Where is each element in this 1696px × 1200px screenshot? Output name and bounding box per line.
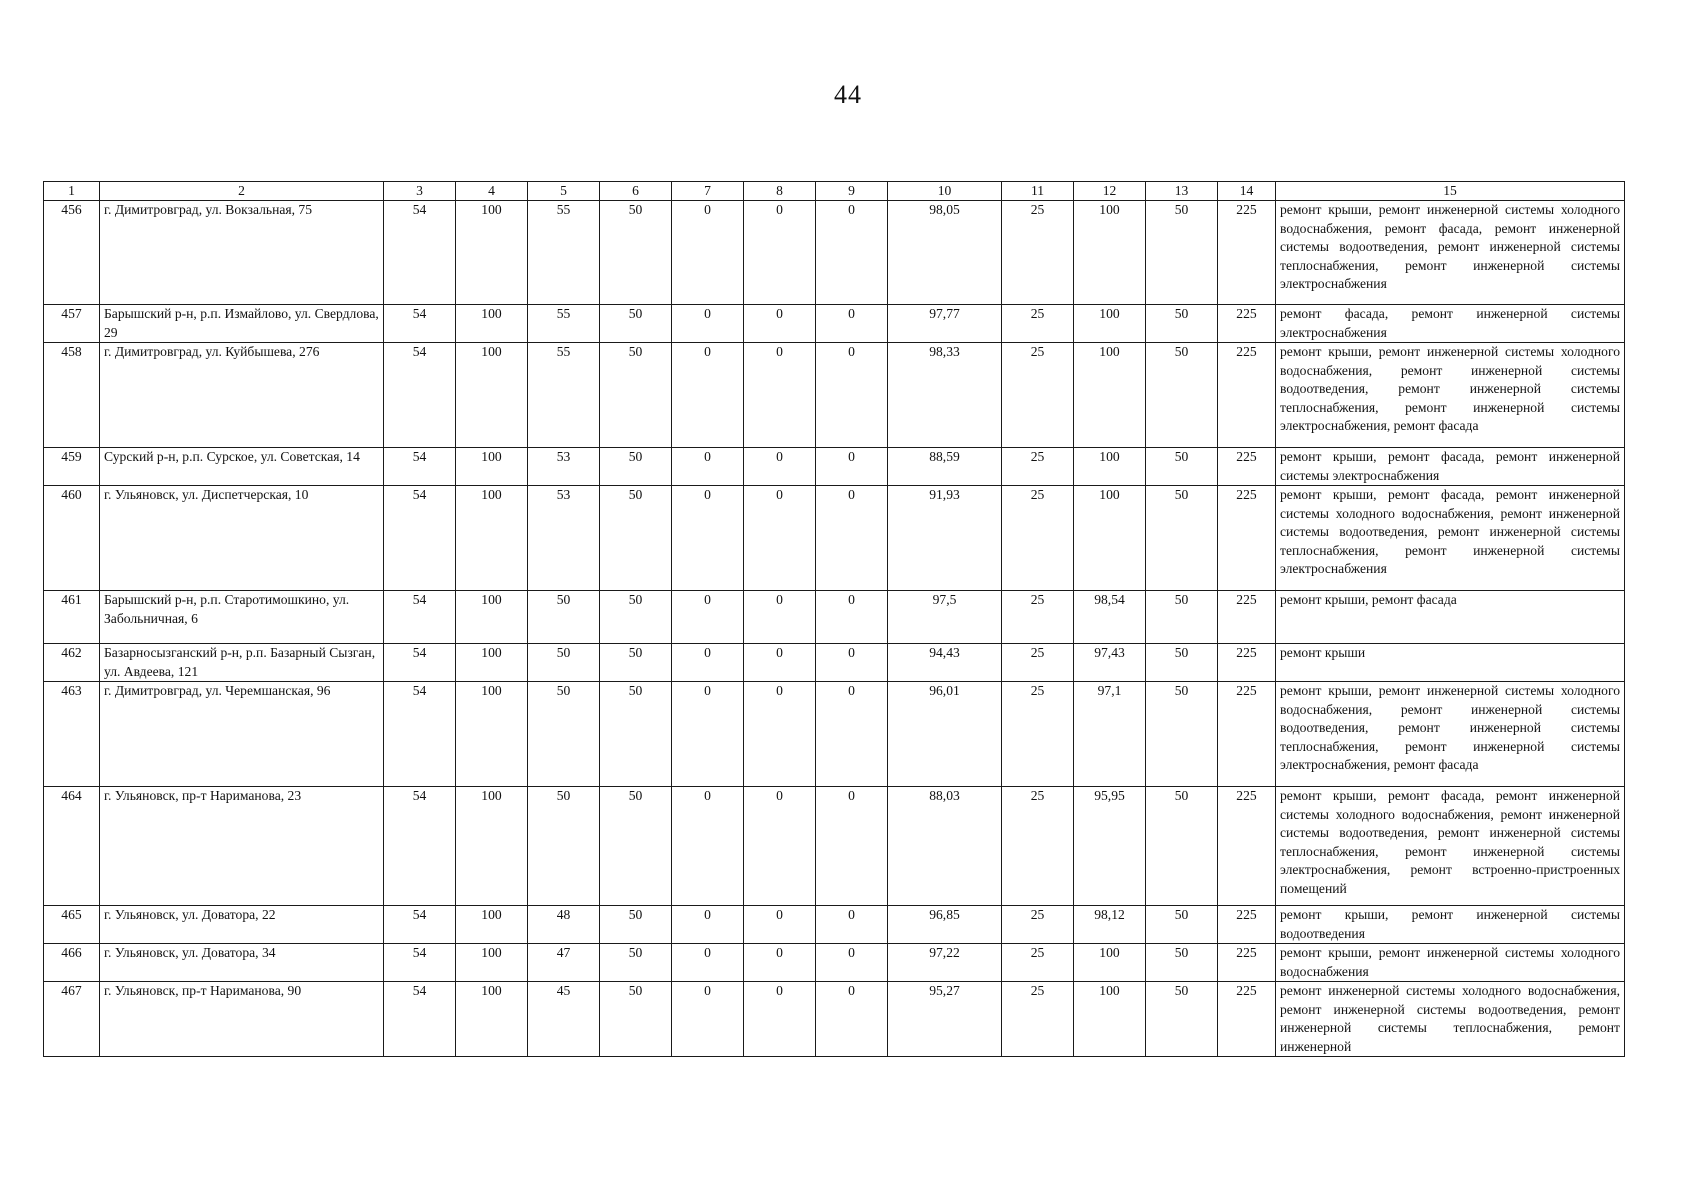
value-cell-c10: 94,43 [888,644,1002,682]
value-cell-c12: 100 [1074,305,1146,343]
value-cell-c7: 0 [672,448,744,486]
value-cell-c13: 50 [1146,448,1218,486]
value-cell-c9: 0 [816,906,888,944]
value-cell-c5: 53 [528,448,600,486]
row-number-cell: 460 [44,486,100,591]
table-row [44,591,1625,644]
value-cell-c13: 50 [1146,644,1218,682]
repair-works-cell: ремонт крыши, ремонт инженерной системы холодного водоснабжения, ремонт фасада, ремонт инженерной системы водоотведения, ремонт инженерной системы теплоснабжения, ремонт инженерной системы электроснабжения [1276,201,1625,305]
value-cell-c11: 25 [1002,682,1074,787]
value-cell-c6: 50 [600,944,672,982]
value-cell-c14: 225 [1218,591,1276,644]
row-number-cell: 459 [44,448,100,486]
value-cell-c5: 50 [528,787,600,906]
table-row [44,343,1625,448]
table-row [44,944,1625,982]
value-cell-c5: 50 [528,644,600,682]
value-cell-c8: 0 [744,448,816,486]
address-cell: г. Димитровград, ул. Вокзальная, 75 [100,201,384,305]
value-cell-c14: 225 [1218,305,1276,343]
value-cell-c9: 0 [816,591,888,644]
table-row [44,486,1625,591]
value-cell-c14: 225 [1218,682,1276,787]
value-cell-c8: 0 [744,591,816,644]
value-cell-c10: 96,85 [888,906,1002,944]
value-cell-c7: 0 [672,201,744,305]
value-cell-c13: 50 [1146,944,1218,982]
value-cell-c4: 100 [456,591,528,644]
row-number-cell: 461 [44,591,100,644]
value-cell-c3: 54 [384,906,456,944]
value-cell-c8: 0 [744,982,816,1057]
value-cell-c14: 225 [1218,201,1276,305]
value-cell-c7: 0 [672,944,744,982]
value-cell-c3: 54 [384,305,456,343]
repair-works-cell: ремонт крыши, ремонт инженерной системы холодного водоснабжения, ремонт инженерной системы водоотведения, ремонт инженерной системы теплоснабжения, ремонт инженерной системы электроснабжения, ремонт фасада [1276,343,1625,448]
value-cell-c12: 100 [1074,201,1146,305]
value-cell-c3: 54 [384,944,456,982]
value-cell-c11: 25 [1002,343,1074,448]
value-cell-c8: 0 [744,486,816,591]
value-cell-c14: 225 [1218,486,1276,591]
value-cell-c14: 225 [1218,343,1276,448]
value-cell-c3: 54 [384,682,456,787]
value-cell-c9: 0 [816,343,888,448]
value-cell-c9: 0 [816,682,888,787]
value-cell-c4: 100 [456,787,528,906]
value-cell-c12: 97,1 [1074,682,1146,787]
value-cell-c7: 0 [672,305,744,343]
value-cell-c11: 25 [1002,787,1074,906]
value-cell-c10: 95,27 [888,982,1002,1057]
value-cell-c13: 50 [1146,787,1218,906]
value-cell-c10: 97,5 [888,591,1002,644]
column-header: 7 [672,182,744,201]
column-header: 11 [1002,182,1074,201]
value-cell-c7: 0 [672,343,744,448]
value-cell-c7: 0 [672,486,744,591]
value-cell-c9: 0 [816,448,888,486]
value-cell-c11: 25 [1002,305,1074,343]
value-cell-c9: 0 [816,644,888,682]
repair-works-cell: ремонт крыши, ремонт фасада, ремонт инженерной системы холодного водоснабжения, ремонт инженерной системы водоотведения, ремонт инженерной системы теплоснабжения, ремонт инженерной системы электроснабжения, ремонт встроенно-пристроенных помещений [1276,787,1625,906]
value-cell-c5: 53 [528,486,600,591]
row-number-cell: 457 [44,305,100,343]
value-cell-c3: 54 [384,591,456,644]
value-cell-c12: 100 [1074,343,1146,448]
value-cell-c8: 0 [744,944,816,982]
value-cell-c11: 25 [1002,982,1074,1057]
table-row [44,906,1625,944]
column-header: 14 [1218,182,1276,201]
address-cell: Базарносызганский р-н, р.п. Базарный Сызган, ул. Авдеева, 121 [100,644,384,682]
value-cell-c14: 225 [1218,644,1276,682]
column-header: 15 [1276,182,1625,201]
table-header-row [44,182,1625,201]
row-number-cell: 456 [44,201,100,305]
value-cell-c14: 225 [1218,982,1276,1057]
value-cell-c11: 25 [1002,906,1074,944]
value-cell-c8: 0 [744,201,816,305]
value-cell-c11: 25 [1002,591,1074,644]
value-cell-c13: 50 [1146,982,1218,1057]
column-header: 4 [456,182,528,201]
value-cell-c10: 88,59 [888,448,1002,486]
value-cell-c7: 0 [672,591,744,644]
column-header: 2 [100,182,384,201]
row-number-cell: 467 [44,982,100,1057]
column-header: 13 [1146,182,1218,201]
value-cell-c14: 225 [1218,944,1276,982]
value-cell-c13: 50 [1146,343,1218,448]
repair-works-cell: ремонт инженерной системы холодного водоснабжения, ремонт инженерной системы водоотведения, ремонт инженерной системы теплоснабжения, ремонт инженерной [1276,982,1625,1057]
value-cell-c11: 25 [1002,644,1074,682]
column-header: 1 [44,182,100,201]
value-cell-c9: 0 [816,787,888,906]
value-cell-c12: 98,12 [1074,906,1146,944]
row-number-cell: 458 [44,343,100,448]
value-cell-c12: 100 [1074,982,1146,1057]
value-cell-c6: 50 [600,682,672,787]
column-header: 8 [744,182,816,201]
value-cell-c10: 97,22 [888,944,1002,982]
value-cell-c5: 55 [528,343,600,448]
repair-works-cell: ремонт крыши, ремонт инженерной системы холодного водоснабжения [1276,944,1625,982]
address-cell: г. Димитровград, ул. Куйбышева, 276 [100,343,384,448]
value-cell-c7: 0 [672,682,744,787]
value-cell-c11: 25 [1002,448,1074,486]
value-cell-c4: 100 [456,448,528,486]
column-header: 5 [528,182,600,201]
value-cell-c5: 55 [528,201,600,305]
value-cell-c3: 54 [384,201,456,305]
value-cell-c4: 100 [456,305,528,343]
value-cell-c5: 55 [528,305,600,343]
repair-works-cell: ремонт крыши, ремонт инженерной системы водоотведения [1276,906,1625,944]
page-number: 44 [834,80,862,109]
repair-works-cell: ремонт фасада, ремонт инженерной системы электроснабжения [1276,305,1625,343]
value-cell-c9: 0 [816,486,888,591]
address-cell: г. Ульяновск, пр-т Нариманова, 23 [100,787,384,906]
table-row [44,644,1625,682]
table-row [44,305,1625,343]
value-cell-c4: 100 [456,644,528,682]
value-cell-c13: 50 [1146,305,1218,343]
row-number-cell: 465 [44,906,100,944]
value-cell-c6: 50 [600,591,672,644]
value-cell-c9: 0 [816,944,888,982]
value-cell-c6: 50 [600,906,672,944]
column-header: 9 [816,182,888,201]
value-cell-c13: 50 [1146,486,1218,591]
value-cell-c6: 50 [600,305,672,343]
address-cell: Сурский р-н, р.п. Сурское, ул. Советская, 14 [100,448,384,486]
value-cell-c7: 0 [672,982,744,1057]
value-cell-c10: 98,05 [888,201,1002,305]
address-cell: г. Ульяновск, ул. Диспетчерская, 10 [100,486,384,591]
table-row [44,982,1625,1057]
value-cell-c8: 0 [744,305,816,343]
value-cell-c6: 50 [600,982,672,1057]
value-cell-c8: 0 [744,906,816,944]
value-cell-c8: 0 [744,644,816,682]
address-cell: г. Димитровград, ул. Черемшанская, 96 [100,682,384,787]
column-header: 12 [1074,182,1146,201]
value-cell-c4: 100 [456,982,528,1057]
value-cell-c5: 48 [528,906,600,944]
value-cell-c11: 25 [1002,944,1074,982]
value-cell-c7: 0 [672,906,744,944]
value-cell-c8: 0 [744,682,816,787]
value-cell-c13: 50 [1146,906,1218,944]
value-cell-c10: 97,77 [888,305,1002,343]
value-cell-c6: 50 [600,787,672,906]
value-cell-c3: 54 [384,982,456,1057]
value-cell-c6: 50 [600,448,672,486]
value-cell-c10: 98,33 [888,343,1002,448]
value-cell-c3: 54 [384,644,456,682]
address-cell: Барышский р-н, р.п. Измайлово, ул. Свердлова, 29 [100,305,384,343]
value-cell-c4: 100 [456,944,528,982]
value-cell-c4: 100 [456,682,528,787]
value-cell-c4: 100 [456,343,528,448]
table-row [44,448,1625,486]
value-cell-c8: 0 [744,343,816,448]
table-row [44,201,1625,305]
value-cell-c11: 25 [1002,486,1074,591]
value-cell-c9: 0 [816,201,888,305]
value-cell-c10: 88,03 [888,787,1002,906]
value-cell-c6: 50 [600,343,672,448]
value-cell-c7: 0 [672,644,744,682]
value-cell-c5: 50 [528,682,600,787]
value-cell-c3: 54 [384,448,456,486]
repair-works-cell: ремонт крыши, ремонт фасада, ремонт инженерной системы электроснабжения [1276,448,1625,486]
value-cell-c12: 100 [1074,448,1146,486]
value-cell-c14: 225 [1218,787,1276,906]
value-cell-c3: 54 [384,787,456,906]
value-cell-c7: 0 [672,787,744,906]
table-row [44,682,1625,787]
row-number-cell: 464 [44,787,100,906]
row-number-cell: 462 [44,644,100,682]
value-cell-c6: 50 [600,644,672,682]
value-cell-c4: 100 [456,486,528,591]
value-cell-c14: 225 [1218,906,1276,944]
repair-works-cell: ремонт крыши, ремонт инженерной системы холодного водоснабжения, ремонт инженерной системы водоотведения, ремонт инженерной системы теплоснабжения, ремонт инженерной системы электроснабжения, ремонт фасада [1276,682,1625,787]
value-cell-c10: 96,01 [888,682,1002,787]
value-cell-c3: 54 [384,486,456,591]
value-cell-c12: 95,95 [1074,787,1146,906]
value-cell-c8: 0 [744,787,816,906]
repair-works-cell: ремонт крыши, ремонт фасада, ремонт инженерной системы холодного водоснабжения, ремонт инженерной системы водоотведения, ремонт инженерной системы теплоснабжения, ремонт инженерной системы электроснабжения [1276,486,1625,591]
value-cell-c10: 91,93 [888,486,1002,591]
value-cell-c13: 50 [1146,591,1218,644]
value-cell-c9: 0 [816,982,888,1057]
value-cell-c4: 100 [456,201,528,305]
value-cell-c3: 54 [384,343,456,448]
value-cell-c4: 100 [456,906,528,944]
value-cell-c13: 50 [1146,201,1218,305]
repair-works-cell: ремонт крыши, ремонт фасада [1276,591,1625,644]
value-cell-c5: 45 [528,982,600,1057]
value-cell-c5: 47 [528,944,600,982]
value-cell-c6: 50 [600,486,672,591]
column-header: 10 [888,182,1002,201]
address-cell: г. Ульяновск, ул. Доватора, 34 [100,944,384,982]
value-cell-c11: 25 [1002,201,1074,305]
row-number-cell: 463 [44,682,100,787]
value-cell-c12: 100 [1074,944,1146,982]
address-cell: г. Ульяновск, ул. Доватора, 22 [100,906,384,944]
table-row [44,787,1625,906]
address-cell: г. Ульяновск, пр-т Нариманова, 90 [100,982,384,1057]
column-header: 3 [384,182,456,201]
value-cell-c12: 98,54 [1074,591,1146,644]
program-table [43,181,1625,1057]
value-cell-c14: 225 [1218,448,1276,486]
value-cell-c12: 97,43 [1074,644,1146,682]
column-header: 6 [600,182,672,201]
address-cell: Барышский р-н, р.п. Старотимошкино, ул. Забольничная, 6 [100,591,384,644]
value-cell-c6: 50 [600,201,672,305]
row-number-cell: 466 [44,944,100,982]
value-cell-c13: 50 [1146,682,1218,787]
value-cell-c12: 100 [1074,486,1146,591]
repair-works-cell: ремонт крыши [1276,644,1625,682]
value-cell-c9: 0 [816,305,888,343]
value-cell-c5: 50 [528,591,600,644]
